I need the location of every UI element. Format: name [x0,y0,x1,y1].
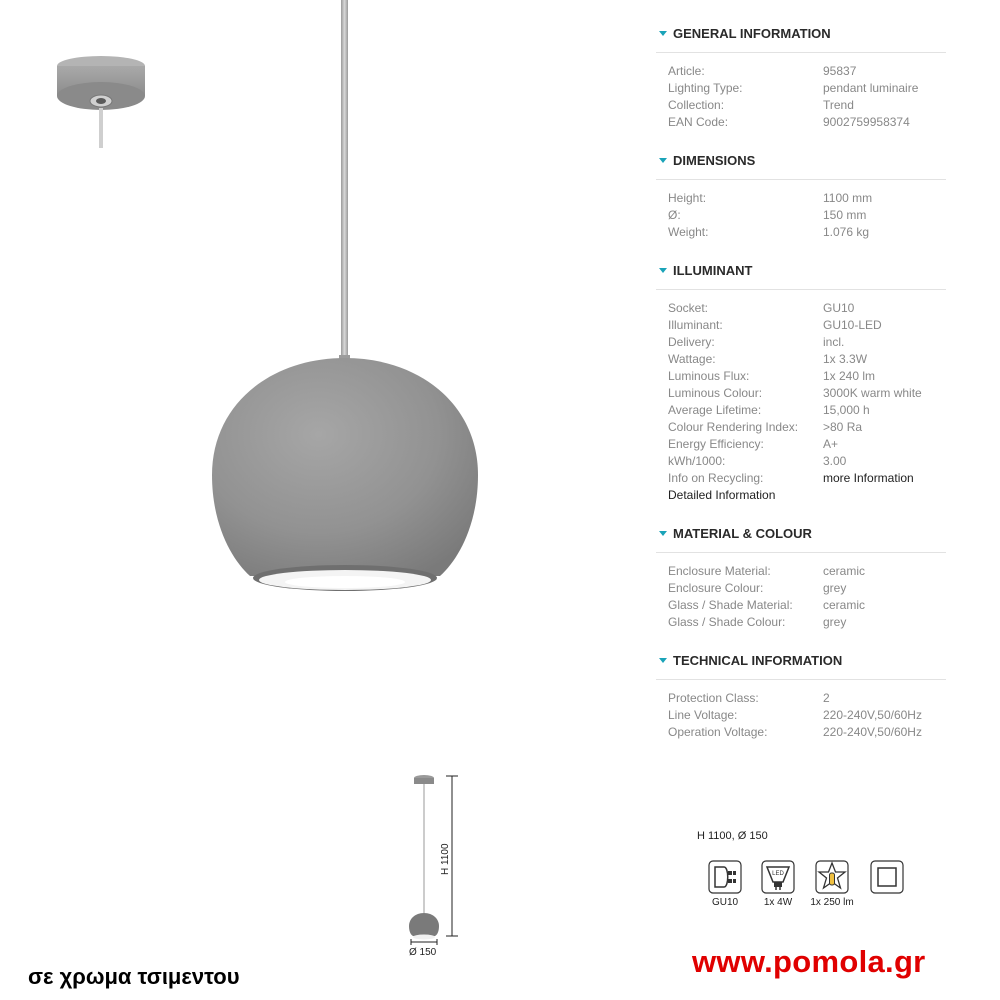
spec-value: 220-240V,50/60Hz [823,725,922,739]
section-divider [656,289,946,290]
suspension-rod [341,0,348,362]
spec-row [656,385,946,402]
website-link[interactable]: www.pomola.gr [692,944,926,979]
section-toggle[interactable] [656,649,946,671]
caret-down-icon [659,31,667,36]
spec-value: grey [823,615,847,629]
section-title: ILLUMINANT [673,262,753,278]
spec-value: 15,000 h [823,403,870,417]
spec-label: Luminous Colour: [668,386,763,400]
spec-row [656,80,946,97]
section-toggle[interactable] [656,22,946,44]
spec-row [656,436,946,453]
luminous-flux-icon [815,860,849,899]
section-divider [656,179,946,180]
led-bulb-icon [761,860,795,899]
spec-label: kWh/1000: [668,454,726,468]
product-image [0,0,600,640]
spec-label: Ø: [668,208,681,222]
spec-label: Enclosure Colour: [668,581,764,595]
spec-value: pendant luminaire [823,81,919,95]
spec-label: Info on Recycling: [668,471,764,485]
spec-row [656,207,946,224]
svg-text:LED: LED [772,871,784,877]
height-dimension-label: H 1100 [440,843,451,875]
caret-down-icon [659,531,667,536]
spec-value: 1x 3.3W [823,352,868,366]
spec-value: 95837 [823,64,857,78]
icon-label-socket: GU10 [711,897,739,908]
section-divider [656,52,946,53]
spec-value: incl. [823,335,845,349]
spec-value: 220-240V,50/60Hz [823,708,922,722]
spec-row [656,453,946,470]
section-toggle[interactable] [656,149,946,171]
spec-label: Protection Class: [668,691,759,705]
spec-label: Wattage: [668,352,716,366]
spec-value: 3.00 [823,454,847,468]
spec-row [656,402,946,419]
spec-row [656,300,946,317]
section-divider [656,679,946,680]
spec-value: GU10-LED [823,318,882,332]
spec-value: Trend [823,98,854,112]
spec-row [656,224,946,241]
diameter-dimension-label: Ø 150 [409,947,437,958]
spec-label: Socket: [668,301,709,315]
section-title: TECHNICAL INFORMATION [673,652,843,668]
spec-label: Energy Efficiency: [668,437,764,451]
spec-row [656,597,946,614]
spec-row [656,190,946,207]
spec-label: Line Voltage: [668,708,738,722]
spec-row [656,487,946,504]
spec-label: Lighting Type: [668,81,743,95]
icon-label-wattage: 1x 4W [763,897,793,908]
section-toggle[interactable] [656,259,946,281]
spec-label: Illuminant: [668,318,723,332]
dimension-summary: H 1100, Ø 150 [697,830,768,842]
spec-row [656,419,946,436]
spec-row [656,317,946,334]
spec-row [656,470,946,487]
gu10-socket-icon [708,860,742,899]
spec-panel [656,22,946,759]
spec-label: Operation Voltage: [668,725,768,739]
spec-row [656,114,946,131]
spec-label: Collection: [668,98,725,112]
protection-class-icon [870,860,904,899]
spec-section [656,259,946,504]
caret-down-icon [659,268,667,273]
spec-row [656,351,946,368]
spec-row [656,368,946,385]
spec-value: 150 mm [823,208,867,222]
spec-label: Article: [668,64,705,78]
spec-label: Glass / Shade Material: [668,598,793,612]
spec-row [656,334,946,351]
spec-row [656,97,946,114]
colour-caption: σε χρωμα τσιμεντου [28,964,240,989]
spec-label: Height: [668,191,707,205]
spec-value: grey [823,581,847,595]
icon-label-flux: 1x 250 lm [810,897,854,908]
spec-value: ceramic [823,598,866,612]
spec-label: EAN Code: [668,115,729,129]
caret-down-icon [659,158,667,163]
section-title: DIMENSIONS [673,152,756,168]
spec-label: Colour Rendering Index: [668,420,799,434]
caret-down-icon [659,658,667,663]
spec-value: GU10 [823,301,855,315]
spec-label: Delivery: [668,335,715,349]
spec-value: ceramic [823,564,866,578]
spec-label: Weight: [668,225,709,239]
spec-value: 3000K warm white [823,386,922,400]
spec-row [656,63,946,80]
spec-value: >80 Ra [823,420,863,434]
spec-row [656,690,946,707]
spec-label: Glass / Shade Colour: [668,615,786,629]
spec-value: 9002759958374 [823,115,910,129]
spec-row [656,580,946,597]
section-toggle[interactable] [656,522,946,544]
spec-section [656,649,946,741]
spec-value: 1100 mm [823,191,873,205]
spec-value: 2 [823,691,830,705]
lamp-shade [212,358,478,591]
spec-value: 1x 240 lm [823,369,876,383]
spec-value: 1.076 kg [823,225,870,239]
detailed-information-link[interactable]: Detailed Information [668,488,776,502]
spec-row [656,724,946,741]
spec-row [656,563,946,580]
section-title: MATERIAL & COLOUR [673,525,812,541]
section-divider [656,552,946,553]
spec-value: A+ [823,437,839,451]
spec-section [656,522,946,631]
section-title: GENERAL INFORMATION [673,25,831,41]
spec-section [656,149,946,241]
more-information-link[interactable]: more Information [823,471,914,485]
spec-row [656,707,946,724]
spec-label: Enclosure Material: [668,564,771,578]
spec-label: Average Lifetime: [668,403,762,417]
spec-row [656,614,946,631]
spec-section [656,22,946,131]
spec-label: Luminous Flux: [668,369,750,383]
ceiling-canopy [57,56,145,148]
